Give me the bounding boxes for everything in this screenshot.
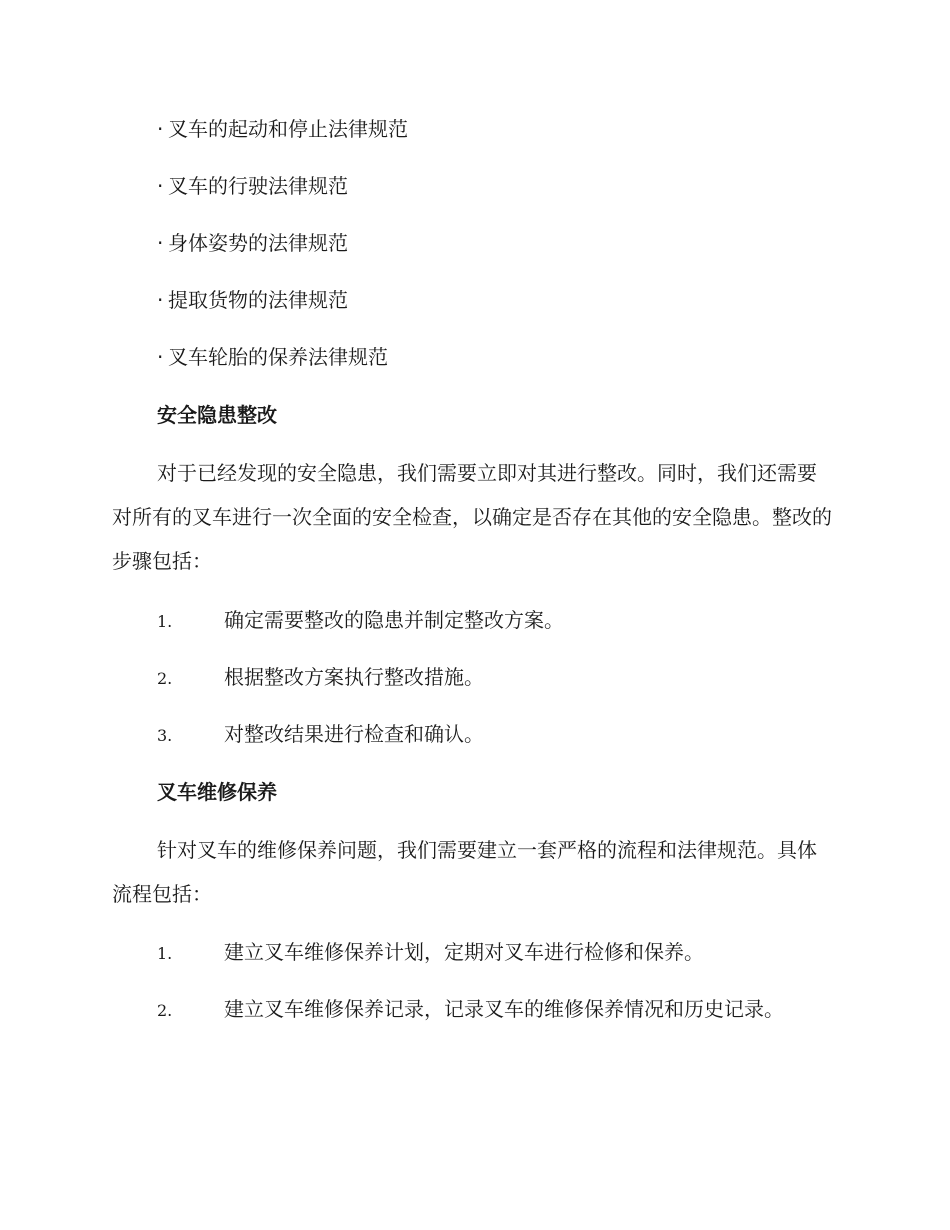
bullet-icon: ·	[157, 288, 164, 312]
list-item	[157, 112, 408, 169]
bullet-icon: ·	[157, 345, 164, 369]
list-item	[157, 717, 564, 774]
list-item-text: 叉车轮胎的保养法律规范	[168, 345, 388, 369]
section-heading-forklift-maintenance: 叉车维修保养	[157, 780, 277, 804]
list-number: 3.	[157, 726, 173, 745]
list-item-text: 对整改结果进行检查和确认。	[224, 722, 484, 746]
list-item	[157, 169, 408, 226]
bullet-icon: ·	[157, 117, 164, 141]
list-item-text: 根据整改方案执行整改措施。	[224, 665, 484, 689]
list-item-text: 叉车的行驶法律规范	[168, 174, 348, 198]
list-number: 1.	[157, 944, 173, 963]
list-item	[157, 660, 564, 717]
list-item	[157, 992, 784, 1049]
list-item-text: 身体姿势的法律规范	[168, 231, 348, 255]
list-item-text: 确定需要整改的隐患并制定整改方案。	[224, 608, 564, 632]
list-item-text: 建立叉车维修保养计划，定期对叉车进行检修和保养。	[224, 940, 704, 964]
list-number: 2.	[157, 1001, 173, 1020]
list-item	[157, 340, 408, 397]
list-item	[157, 226, 408, 283]
list-number: 1.	[157, 612, 173, 631]
list-item	[157, 935, 784, 992]
list-item-text: 叉车的起动和停止法律规范	[168, 117, 408, 141]
regulation-bullet-list	[157, 112, 408, 397]
list-item-text: 建立叉车维修保养记录，记录叉车的维修保养情况和历史记录。	[224, 997, 784, 1021]
list-item	[157, 283, 408, 340]
section-paragraph-safety-rectification: 对于已经发现的安全隐患，我们需要立即对其进行整改。同时，我们还需要对所有的叉车进行一次全面的安全检查，以确定是否存在其他的安全隐患。整改的步骤包括：	[112, 461, 832, 573]
bullet-icon: ·	[157, 231, 164, 255]
rectification-steps-list	[157, 603, 564, 774]
maintenance-steps-list	[157, 935, 784, 1049]
list-item-text: 提取货物的法律规范	[168, 288, 348, 312]
list-number: 2.	[157, 669, 173, 688]
list-item	[157, 603, 564, 660]
section-heading-safety-rectification: 安全隐患整改	[157, 403, 277, 427]
section-paragraph-forklift-maintenance: 针对叉车的维修保养问题，我们需要建立一套严格的流程和法律规范。具体流程包括：	[112, 838, 817, 906]
bullet-icon: ·	[157, 174, 164, 198]
